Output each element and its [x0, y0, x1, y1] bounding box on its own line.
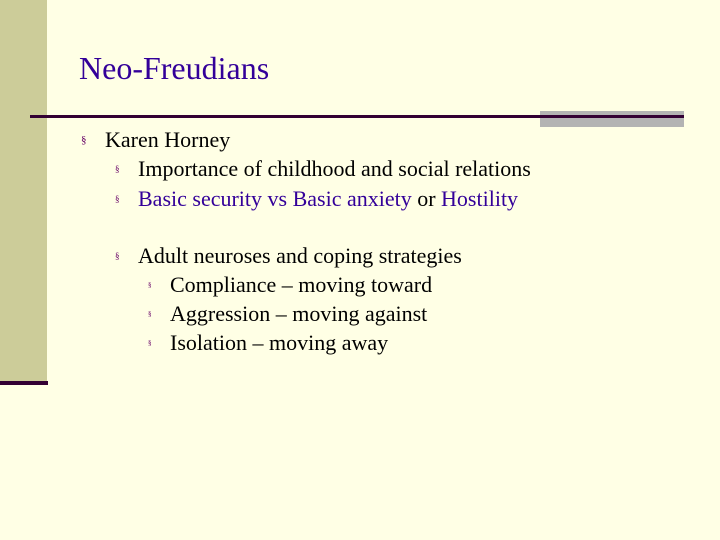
bullet-isolation	[148, 330, 388, 356]
bullet-aggression	[148, 301, 427, 327]
bullet-text-accent: Hostility	[435, 186, 519, 211]
bullet-childhood-relations	[115, 156, 531, 182]
bullet-text-plain: Basic security vs Basic anxiety	[138, 186, 418, 211]
bullet-marker-icon: §	[148, 339, 152, 347]
bullet-text: Compliance – moving toward	[170, 272, 433, 297]
bullet-text: Karen Horney	[105, 127, 231, 152]
bullet-text: Aggression – moving against	[170, 301, 428, 326]
bullet-compliance	[148, 272, 432, 298]
bullet-security-anxiety	[115, 186, 518, 212]
bullet-text: Isolation – moving away	[170, 330, 389, 355]
bullet-marker-icon: §	[148, 281, 152, 289]
bullet-marker-icon: §	[81, 134, 87, 146]
bullet-marker-icon: §	[148, 310, 152, 318]
left-decorative-band	[0, 0, 47, 383]
title-rule-accent-line	[540, 115, 684, 118]
slide-title: Neo-Freudians	[79, 50, 270, 86]
bullet-text-joiner: or	[417, 186, 436, 211]
bullet-adult-neuroses	[115, 243, 462, 269]
left-band-underline	[0, 381, 48, 385]
bullet-text: Importance of childhood and social relations	[138, 156, 531, 181]
bullet-text: Adult neuroses and coping strategies	[138, 243, 462, 268]
bullet-marker-icon: §	[115, 164, 120, 174]
title-rule-accent	[540, 111, 684, 127]
bullet-karen-horney	[81, 127, 230, 153]
bullet-marker-icon: §	[115, 251, 120, 261]
bullet-marker-icon: §	[115, 194, 120, 204]
